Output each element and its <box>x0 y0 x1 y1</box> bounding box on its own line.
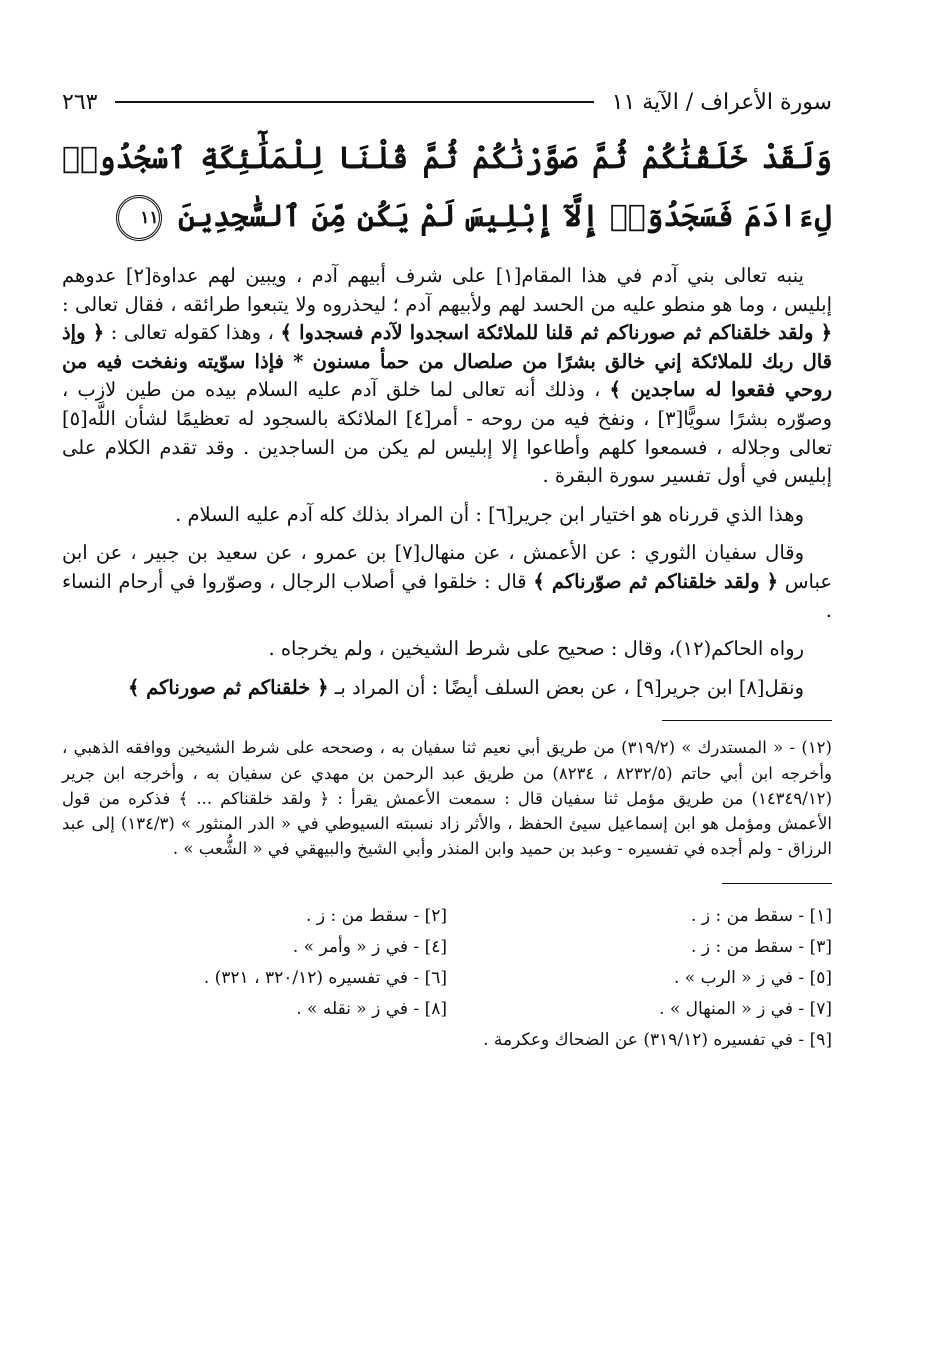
text-segment: عدوهم إبليس ، وما هو منطو عليه من الحسد لهم ولأبيهم آدم ؛ ليحذروه ولا يتبعوا طرائقه ، فقال تعالى : <box>62 264 832 316</box>
text-segment: ، ونفخ فيه من روحه - أمر <box>431 406 658 430</box>
header-rule <box>115 101 593 103</box>
text-segment: [٢] <box>125 264 152 287</box>
text-segment: [٨] <box>738 675 765 699</box>
text-segment: وقال سفيان الثوري : عن الأعمش ، عن منهال <box>420 541 805 565</box>
text-segment: قال : خلقوا في أصلاب الرجال ، وصوّروا في أرحام النساء . <box>62 569 832 622</box>
quran-quote: ﴿ وإذ قال ربك للملائكة إني خالق بشرًا من صلصال من حمأ مسنون * فإذا سوّيته ونفخت فيه من روحي فقعوا له ساجدين ﴾ <box>62 321 833 402</box>
paragraph-2 <box>62 501 832 530</box>
notes-separator <box>722 883 832 884</box>
quran-quote: ﴿ خلقناكم ثم صورناكم ﴾ <box>127 675 329 699</box>
page-number: ٢٦٣ <box>62 89 98 115</box>
note-8: [٨] - في ز « نقله » . <box>296 998 447 1019</box>
text-segment: ، وقال : صحيح على شرط الشيخين ، ولم يخرجاه . <box>268 637 675 661</box>
text-segment: تعالى وجلاله ، فسمعوا كلهم وأطاعوا إلا إبليس لم يكن من الساجدين . وقد تقدم الكلام على إبليس في أول تفسير سورة البقرة . <box>62 435 832 488</box>
text-segment: [٦] <box>488 502 514 526</box>
text-segment: وهذا الذي قررناه هو اختيار ابن جرير <box>513 502 804 526</box>
text-segment: [١] <box>495 264 522 287</box>
note-2: [٢] - سقط من : ز . <box>306 905 447 926</box>
text-segment: بن عمرو ، عن سعيد بن جبير ، عن ابن عباس <box>62 541 833 593</box>
paragraph-5 <box>62 674 832 703</box>
note-7: [٧] - في ز « المنهال » . <box>659 998 832 1019</box>
paragraph-3 <box>62 539 832 625</box>
text-segment: رواه الحاكم <box>711 637 804 661</box>
ayah-number-marker: ١١ <box>116 195 162 241</box>
text-segment: ، عن بعض السلف أيضًا : أن المراد بـ <box>328 675 637 699</box>
text-segment: [٧] <box>394 541 421 565</box>
text-segment: على شرف أبيهم آدم ، ويبين لهم عداوة <box>151 264 496 287</box>
text-segment: ابن جرير <box>661 675 739 699</box>
notes-row <box>62 900 832 931</box>
quran-quote: ﴿ ولقد خلقناكم ثم صورناكم ثم قلنا للملائكة اسجدوا لآدم فسجدوا ﴾ <box>280 321 833 345</box>
surah-title: سورة الأعراف / الآية ١١ <box>611 89 832 115</box>
text-segment: [٤] <box>405 406 432 430</box>
paragraph-1 <box>62 262 832 491</box>
note-4: [٤] - في ز « وأمر » . <box>292 936 447 957</box>
text-segment: [٩] <box>636 675 662 699</box>
page-header <box>62 82 832 122</box>
note-3: [٣] - سقط من : ز . <box>691 936 832 957</box>
text-segment: الملائكة بالسجود له تعظيمًا لشأن اللَّه <box>87 406 406 430</box>
text-segment: ينبه تعالى بني آدم في هذا المقام <box>521 264 804 287</box>
quran-quote: ﴿ ولقد خلقناكم ثم صوّرناكم ﴾ <box>533 569 779 593</box>
text-segment: [٣] <box>657 406 684 430</box>
text-segment: : أن المراد بذلك كله آدم عليه السلام . <box>175 502 489 526</box>
note-6: [٦] - في تفسيره (٣٢٠/١٢ ، ٣٢١) . <box>203 967 447 988</box>
note-5: [٥] - في ز « الرب » . <box>674 967 832 988</box>
footnote-separator <box>662 720 832 721</box>
variant-notes <box>62 900 832 1055</box>
text-segment: ونقل <box>764 675 804 699</box>
notes-row <box>62 962 832 993</box>
text-segment: ، وذلك أنه تعالى لما خلق آدم عليه السلام بيده من طين لازب ، وصوّره بشرًا سويًّا <box>62 378 832 430</box>
note-9: [٩] - في تفسيره (٣١٩/١٢) عن الضحاك وعكرمة . <box>483 1029 832 1050</box>
footnote-12: (١٢) - « المستدرك » (٣١٩/٢) من طريق أبي نعيم ثنا سفيان به ، وصححه على شرط الشيخين ووافقه الذهبي ، وأخرجه ابن أبي حاتم (٨٢٣٢/٥ ، ٨٢٣٤) من طريق عبد الرحمن بن مهدي عن سفيان به ، وأخرجه ابن جرير (١٤٣٤٩/١٢) من طريق مؤمل ثنا سفيان قال : سمعت الأعمش يقرأ : ﴿ ولقد خلقناكم ... ﴾ فذكره من قول الأعمش ومؤمل هو ابن إسماعيل سيئ الحفظ ، والأثر زاد نسبته السيوطي في « الدر المنثور » (١٣٤/٣) إلى عبد الرزاق - ولم أجده في تفسيره - وعبد بن حميد وابن المنذر وأبي الشيخ والبيهقي في « الشُّعب » . <box>62 738 833 859</box>
quran-verse <box>62 130 832 246</box>
notes-row <box>62 993 832 1024</box>
notes-row <box>62 1024 832 1055</box>
text-segment: [٥] <box>62 406 88 430</box>
commentary-body <box>62 262 832 702</box>
paragraph-4 <box>62 635 832 664</box>
notes-row <box>62 931 832 962</box>
text-segment: ، وهذا كقوله تعالى : <box>104 321 281 345</box>
note-1: [١] - سقط من : ز . <box>691 905 832 926</box>
text-segment: (١٢) <box>675 637 712 661</box>
verse-text: وَلَقَدْ خَلَقْنَٰكُمْ ثُمَّ صَوَّرْنَٰكُمْ ثُمَّ قُلْنَا لِلْمَلَٰٓئِكَةِ ٱسْجُدُوا۟ لِءَادَمَ فَسَجَدُوٓا۟ إِلَّآ إِبْلِيسَ لَمْ يَكُن مِّنَ ٱلسَّٰجِدِينَ <box>62 141 832 234</box>
